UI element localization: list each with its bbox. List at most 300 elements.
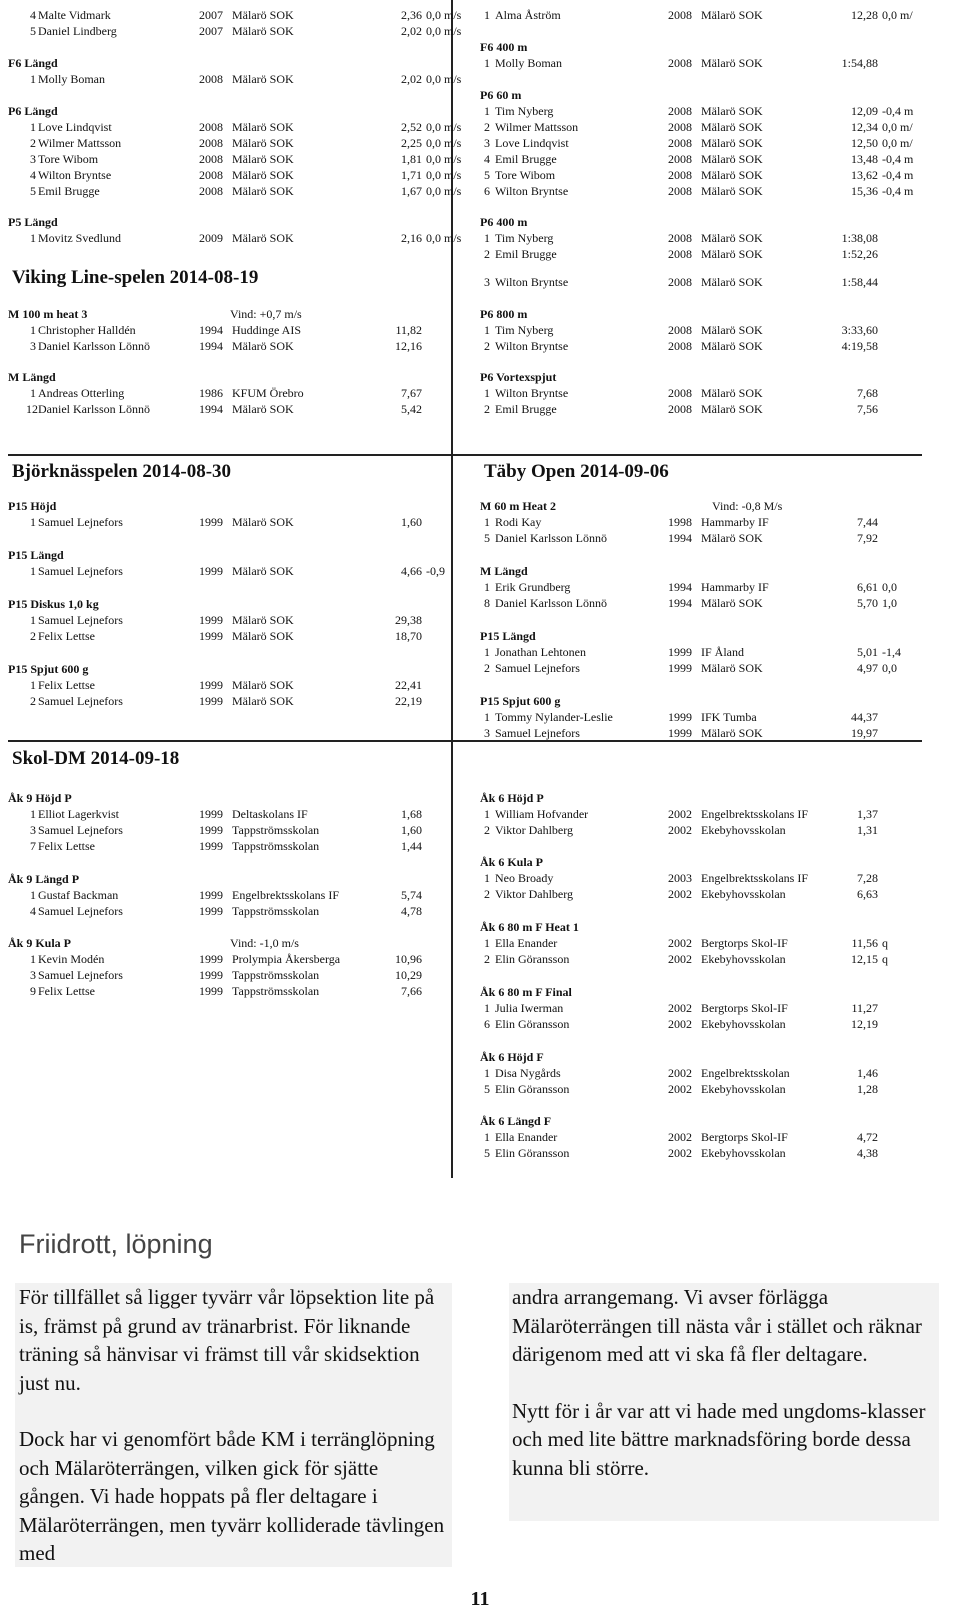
birth-year: 2008 [668,184,692,198]
athlete-name: Tore Wibom [495,168,556,182]
birth-year: 1999 [199,888,223,902]
birth-year: 2002 [668,1146,692,1160]
result-row [8,71,462,87]
event-heading [480,628,930,644]
event-block [480,306,930,354]
result-row [8,903,448,919]
article-title: Friidrott, löpning [19,1229,213,1259]
athlete-name: Daniel Karlsson Lönnö [38,339,150,353]
athlete-name: Wilmer Mattsson [38,136,122,150]
event-heading [480,919,930,935]
event-block [8,103,462,199]
meet-title: Skol-DM 2014-09-18 [12,748,180,769]
athlete-name: Felix Lettse [38,678,95,692]
result-row [8,338,448,354]
birth-year: 1998 [668,515,692,529]
meet-title: Täby Open 2014-09-06 [484,461,669,482]
birth-year: 1999 [199,678,223,692]
wind-reading: Vind: +0,7 m/s [230,307,302,321]
athlete-name: Wilmer Mattsson [495,120,579,134]
athlete-name: Emil Brugge [38,184,100,198]
event-name: Åk 6 Höjd P [480,791,544,805]
event-name: P15 Längd [480,629,536,643]
athlete-name: Wilton Bryntse [495,184,569,198]
result-value: 4:19,58 [841,339,878,353]
result-value: 7,44 [857,515,878,529]
club-name: Tappströmsskolan [232,904,320,918]
event-block [8,55,462,87]
article-paragraph: Nytt för i år var att vi hade med ungdoms-klasser och med lite bättre marknadsföring borde dessa kunna bli större. [512,1398,926,1480]
result-row [480,1081,930,1097]
club-name: Mälarö SOK [701,231,763,245]
result-extra: 0,0 m/s [426,184,462,198]
result-row [8,401,448,417]
result-value: 1,68 [401,807,422,821]
result-value: 2,25 [401,136,422,150]
event-name: Åk 6 Höjd F [480,1050,544,1064]
event-block [8,498,448,530]
result-place: 1 [30,952,36,966]
birth-year: 2008 [668,386,692,400]
result-place: 3 [484,136,490,150]
club-name: Hammarby IF [701,515,769,529]
birth-year: 1999 [668,710,692,724]
result-place: 1 [484,323,490,337]
event-name: P15 Längd [8,548,64,562]
club-name: Mälarö SOK [232,629,294,643]
result-row [480,322,930,338]
birth-year: 2008 [668,152,692,166]
birth-year: 2008 [668,323,692,337]
result-value: 2,02 [401,24,422,38]
result-row [480,579,930,595]
club-name: Mälarö SOK [232,694,294,708]
club-name: Tappströmsskolan [232,823,320,837]
birth-year: 2008 [668,247,692,261]
athlete-name: Tim Nyberg [495,104,554,118]
event-block [480,919,930,967]
article-paragraph: andra arrangemang. Vi avser förlägga Mälaröterrängen till nästa vår i stället och räknar därigenom med att vi ska få fler deltagare. [512,1285,922,1366]
result-place: 2 [484,952,490,966]
birth-year: 2002 [668,1017,692,1031]
event-heading [8,498,448,514]
event-name: P6 Längd [8,104,58,118]
result-value: 6,63 [857,887,878,901]
event-heading [480,87,930,103]
result-extra: 0,0 [882,580,897,594]
section-divider [8,454,922,456]
athlete-name: Daniel Karlsson Lönnö [495,531,607,545]
result-row [480,103,930,119]
result-row [8,887,448,903]
result-value: 15,36 [851,184,878,198]
result-row [480,709,930,725]
birth-year: 2008 [199,72,223,86]
result-row [8,514,448,530]
result-value: 2,36 [401,8,422,22]
event-name: P15 Spjut 600 g [480,694,561,708]
birth-year: 2008 [668,120,692,134]
result-value: 5,01 [857,645,878,659]
result-place: 1 [30,515,36,529]
athlete-name: Molly Boman [38,72,106,86]
birth-year: 2002 [668,1130,692,1144]
result-row [480,1016,930,1032]
result-row [480,135,930,151]
result-value: 1:38,08 [841,231,878,245]
result-place: 2 [484,823,490,837]
result-place: 1 [484,1066,490,1080]
result-value: 7,28 [857,871,878,885]
result-row [8,951,448,967]
athlete-name: Disa Nygårds [495,1066,561,1080]
athlete-name: Samuel Lejnefors [38,613,123,627]
athlete-name: Wilton Bryntse [495,386,569,400]
birth-year: 2003 [668,871,692,885]
result-row [480,1145,930,1161]
result-row [480,870,930,886]
athlete-name: Samuel Lejnefors [38,968,123,982]
result-row [480,530,930,546]
athlete-name: Andreas Otterling [38,386,125,400]
club-name: Mälarö SOK [232,339,294,353]
athlete-name: Tore Wibom [38,152,99,166]
birth-year: 2008 [199,120,223,134]
athlete-name: Jonathan Lehtonen [495,645,586,659]
result-row [8,563,448,579]
result-value: 1,37 [857,807,878,821]
event-block [480,498,930,546]
event-block [480,7,930,23]
birth-year: 2008 [199,184,223,198]
result-place: 6 [484,1017,490,1031]
club-name: Mälarö SOK [232,72,294,86]
athlete-name: Tim Nyberg [495,231,554,245]
result-extra: 1,0 [882,596,897,610]
club-name: Ekebyhovsskolan [701,887,786,901]
athlete-name: Erik Grundberg [495,580,571,594]
result-value: 12,19 [851,1017,878,1031]
result-place: 5 [484,168,490,182]
event-heading [480,563,930,579]
result-place: 5 [30,184,36,198]
event-name: P6 60 m [480,88,522,102]
result-place: 1 [30,120,36,134]
event-block [8,596,448,644]
club-name: Mälarö SOK [701,168,763,182]
athlete-name: Wilton Bryntse [495,339,569,353]
result-row [480,338,930,354]
athlete-name: Neo Broady [495,871,554,885]
wind-reading: Vind: -0,8 M/s [712,499,783,513]
birth-year: 2008 [668,339,692,353]
birth-year: 1994 [668,596,692,610]
birth-year: 1999 [199,807,223,821]
event-heading [8,935,448,951]
result-value: 6,61 [857,580,878,594]
result-value: 12,50 [851,136,878,150]
article-paragraph: Dock har vi genomfört både KM i terränglöpning och Mälaröterrängen, vilken gick för sjätte gången. Vi hade hoppats på fler deltagare i Mälaröterrängen, men tyvärr kolliderade tävlingen med [19,1427,445,1565]
athlete-name: Ella Enander [495,1130,558,1144]
result-row [8,806,448,822]
club-name: Mälarö SOK [701,726,763,740]
birth-year: 2008 [668,56,692,70]
birth-year: 2002 [668,1001,692,1015]
result-place: 5 [484,531,490,545]
birth-year: 1999 [199,952,223,966]
result-row [8,967,448,983]
athlete-name: Malte Vidmark [38,8,111,22]
event-name: Åk 9 Längd P [8,872,80,886]
club-name: Ekebyhovsskolan [701,1082,786,1096]
result-row [480,806,930,822]
result-value: 2,16 [401,231,422,245]
result-place: 3 [30,823,36,837]
athlete-name: Tim Nyberg [495,323,554,337]
club-name: Mälarö SOK [701,152,763,166]
club-name: Bergtorps Skol-IF [701,936,788,950]
birth-year: 2008 [668,168,692,182]
birth-year: 2002 [668,952,692,966]
club-name: Huddinge AIS [232,323,301,337]
club-name: Mälarö SOK [701,8,763,22]
result-extra: 0,0 m/s [426,136,462,150]
birth-year: 2002 [668,887,692,901]
event-block [8,871,448,919]
event-name: P15 Spjut 600 g [8,662,89,676]
result-place: 1 [484,515,490,529]
event-name: P5 Längd [8,215,58,229]
result-place: 1 [484,807,490,821]
result-row [480,951,930,967]
result-value: 13,62 [851,168,878,182]
event-heading [8,790,448,806]
event-name: M Längd [480,564,528,578]
club-name: Mälarö SOK [232,564,294,578]
result-place: 1 [30,807,36,821]
club-name: Mälarö SOK [701,386,763,400]
club-name: Prolympia Åkersberga [232,952,341,966]
event-heading [480,498,930,514]
birth-year: 2008 [668,275,692,289]
athlete-name: Molly Boman [495,56,563,70]
result-row [8,385,448,401]
athlete-name: Felix Lettse [38,629,95,643]
result-place: 8 [484,596,490,610]
event-block [8,935,448,999]
athlete-name: Emil Brugge [495,152,557,166]
result-extra: 0,0 m/s [426,120,462,134]
meet-title: Viking Line-spelen 2014-08-19 [12,267,259,288]
result-place: 2 [30,136,36,150]
athlete-name: Elin Göransson [495,1017,570,1031]
club-name: Ekebyhovsskolan [701,1146,786,1160]
athlete-name: Viktor Dahlberg [495,887,574,901]
event-name: Åk 6 80 m F Final [480,985,572,999]
result-extra: q [882,952,888,966]
result-value: 1,31 [857,823,878,837]
birth-year: 2007 [199,24,223,38]
club-name: Mälarö SOK [232,8,294,22]
athlete-name: Elin Göransson [495,952,570,966]
athlete-name: Julia Iwerman [495,1001,564,1015]
event-block [480,984,930,1032]
result-value: 4,97 [857,661,878,675]
result-place: 5 [484,1082,490,1096]
result-value: 4,66 [401,564,422,578]
athlete-name: Samuel Lejnefors [38,694,123,708]
birth-year: 1999 [199,904,223,918]
result-row [480,401,930,417]
result-value: 4,72 [857,1130,878,1144]
birth-year: 2008 [668,136,692,150]
event-name: Åk 6 Längd F [480,1114,552,1128]
result-value: 1:54,88 [841,56,878,70]
result-place: 1 [30,72,36,86]
result-row [8,183,462,199]
result-row [480,274,930,290]
event-block [480,369,930,417]
club-name: Mälarö SOK [701,275,763,289]
club-name: Engelbrektsskolans IF [232,888,339,902]
club-name: Mälarö SOK [701,531,763,545]
birth-year: 2009 [199,231,223,245]
article-paragraph: För tillfället så ligger tyvärr vår löpsektion lite på is, främst på grund av tränarbrist. För liknande träning så hänvisar vi främst till vår skidsektion just nu. [19,1285,435,1395]
result-row [8,983,448,999]
result-row [480,725,930,741]
birth-year: 1999 [199,823,223,837]
result-row [480,822,930,838]
event-block [8,547,448,579]
birth-year: 2008 [199,152,223,166]
athlete-name: Daniel Lindberg [38,24,117,38]
result-extra: 0,0 m/ [882,8,913,22]
athlete-name: Wilton Bryntse [38,168,112,182]
result-extra: -1,4 [882,645,901,659]
result-row [480,55,930,71]
athlete-name: Elin Göransson [495,1082,570,1096]
event-block [8,790,448,854]
result-value: 5,42 [401,402,422,416]
birth-year: 1994 [668,580,692,594]
result-place: 1 [484,104,490,118]
result-value: 2,52 [401,120,422,134]
event-name: P15 Diskus 1,0 kg [8,597,99,611]
result-place: 1 [484,231,490,245]
birth-year: 1994 [199,339,223,353]
athlete-name: Rodi Kay [495,515,542,529]
result-extra: 0,0 m/s [426,24,462,38]
club-name: Bergtorps Skol-IF [701,1001,788,1015]
result-value: 19,97 [851,726,878,740]
result-extra: 0,0 m/ [882,136,913,150]
event-heading [480,214,930,230]
result-place: 1 [484,1001,490,1015]
result-extra: 0,0 m/s [426,231,462,245]
result-place: 4 [30,168,36,182]
result-place: 7 [30,839,36,853]
result-place: 1 [30,231,36,245]
result-value: 4,38 [857,1146,878,1160]
event-block [480,274,930,290]
result-row [8,822,448,838]
result-place: 3 [30,968,36,982]
result-value: 7,68 [857,386,878,400]
birth-year: 1999 [199,839,223,853]
result-row [480,1000,930,1016]
result-row [8,838,448,854]
event-block [480,87,930,199]
result-row [480,385,930,401]
result-row [480,246,930,262]
athlete-name: Movitz Svedlund [38,231,121,245]
athlete-name: Kevin Modén [38,952,105,966]
birth-year: 1999 [668,645,692,659]
result-row [480,886,930,902]
result-row [8,628,448,644]
event-heading [8,871,448,887]
event-block [8,306,448,354]
club-name: Mälarö SOK [232,184,294,198]
birth-year: 1999 [199,629,223,643]
club-name: Deltaskolans IF [232,807,308,821]
result-place: 2 [30,629,36,643]
club-name: Mälarö SOK [701,120,763,134]
result-place: 4 [30,8,36,22]
result-place: 1 [484,871,490,885]
event-name: P6 400 m [480,215,528,229]
result-row [8,322,448,338]
event-heading [480,693,930,709]
result-row [8,135,462,151]
athlete-name: Love Lindqvist [495,136,569,150]
event-heading [8,306,448,322]
athlete-name: Samuel Lejnefors [495,661,580,675]
event-block [480,39,930,71]
result-place: 2 [30,694,36,708]
birth-year: 1999 [668,661,692,675]
event-block [8,214,462,246]
result-value: 7,92 [857,531,878,545]
result-value: 12,34 [851,120,878,134]
result-value: 5,74 [401,888,422,902]
athlete-name: Felix Lettse [38,984,95,998]
result-value: 1:58,44 [841,275,878,289]
event-heading [480,1113,930,1129]
event-block [480,1113,930,1161]
club-name: Engelbrektsskolans IF [701,871,808,885]
result-row [480,119,930,135]
event-heading [480,984,930,1000]
result-row [480,1065,930,1081]
event-name: F6 Längd [8,56,58,70]
result-place: 3 [30,152,36,166]
result-place: 2 [484,661,490,675]
athlete-name: Christopher Halldén [38,323,136,337]
club-name: Bergtorps Skol-IF [701,1130,788,1144]
event-block [8,369,448,417]
result-row [480,644,930,660]
result-value: 10,29 [395,968,422,982]
club-name: Engelbrektsskolans IF [701,807,808,821]
result-place: 2 [484,887,490,901]
result-place: 1 [484,8,490,22]
result-row [8,7,462,23]
athlete-name: Samuel Lejnefors [495,726,580,740]
result-row [480,660,930,676]
birth-year: 2002 [668,1066,692,1080]
event-heading [8,369,448,385]
